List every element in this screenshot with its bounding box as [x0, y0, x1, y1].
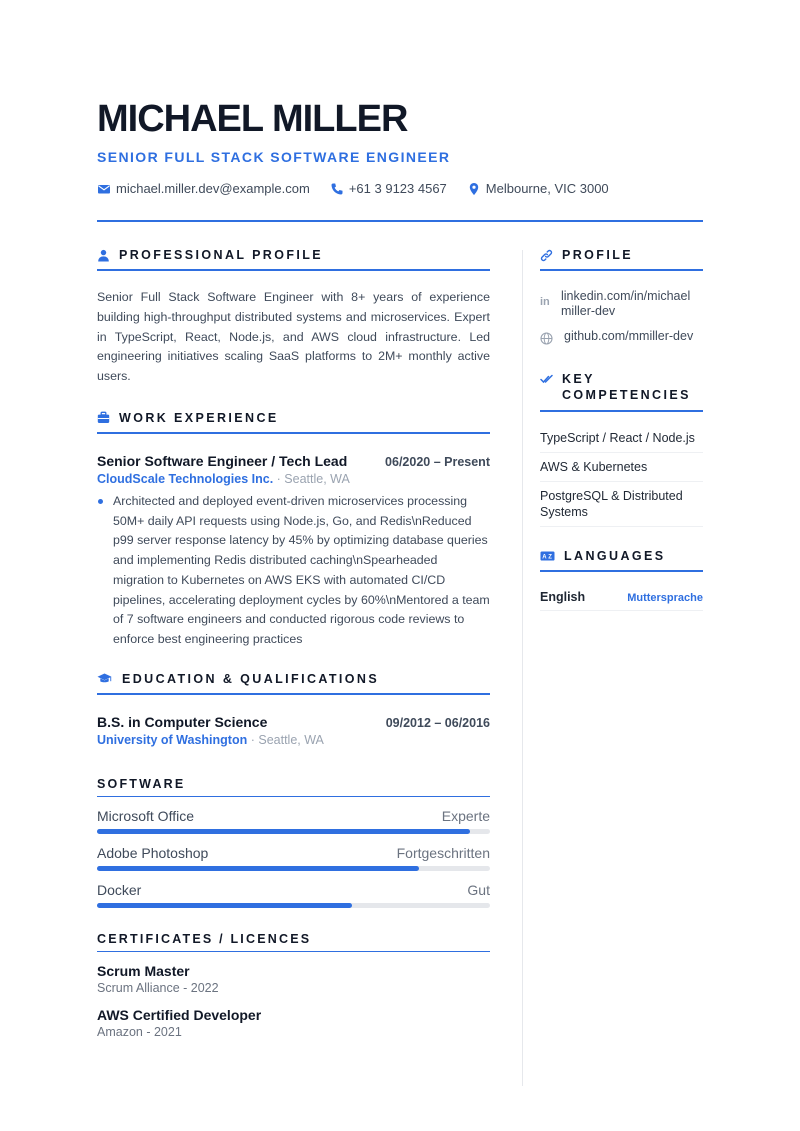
school-name: University of Washington: [97, 732, 248, 747]
contact-phone[interactable]: [330, 181, 447, 196]
language-icon: [540, 550, 555, 563]
degree-name: B.S. in Computer Science: [97, 713, 268, 730]
contact-email[interactable]: [97, 181, 310, 196]
svg-text:Z: Z: [548, 554, 555, 561]
section-title: EDUCATION & QUALIFICATIONS: [122, 671, 380, 686]
section-title: KEY COMPETENCIES: [562, 372, 691, 402]
sidebar-column: [540, 248, 703, 611]
software-item: [97, 844, 490, 871]
job-title: Senior Software Engineer / Tech Lead: [97, 452, 348, 469]
certificate-name: AWS Certified Developer: [97, 1006, 262, 1023]
certificate-item: [97, 962, 490, 996]
job-description: [97, 492, 490, 650]
section-title: PROFILE: [562, 248, 633, 262]
skill-bar-fill: [97, 829, 470, 834]
bullet-dot: [98, 499, 103, 504]
job-headline: SENIOR FULL STACK SOFTWARE ENGINEER: [97, 149, 451, 165]
skill-bar-fill: [97, 903, 352, 908]
section-header-certificates: [97, 932, 490, 952]
column-divider: [522, 250, 523, 1086]
job-title-row: [97, 453, 490, 469]
location-pin-icon: [467, 182, 481, 196]
linkedin-link[interactable]: [540, 289, 703, 319]
software-level: Fortgeschritten: [396, 844, 490, 861]
section-title: PROFESSIONAL PROFILE: [119, 248, 324, 262]
certificate-list: [97, 962, 490, 1040]
competency-item: PostgreSQL & Distributed Systems: [540, 482, 703, 527]
language-level: Muttersprache: [627, 592, 703, 604]
skill-bar: [97, 903, 490, 908]
education-entry: [97, 714, 490, 747]
education-date: 09/2012 – 06/2016: [385, 715, 490, 730]
job-company: CloudScale Technologies Inc.: [97, 471, 274, 486]
software-item: [97, 807, 490, 834]
section-header-professional-profile: [97, 248, 490, 271]
main-column: [97, 248, 490, 1040]
job-description-text: Architected and deployed event-driven microservices processing 50M+ daily API requests using Node.js, Go, and Redis\nReduced p99 server response latency by 45% by optimizing database queries and implementing Redis distributed caching\nSpearheaded migration to Kubernetes on AWS EKS with automated CI/CD pipelines, accelerating deployment cycles by 60%\nMentored a team of 7 software engineers and conducted rigorous code reviews to enforce best engineering practices: [113, 493, 490, 646]
job-date: 06/2020 – Present: [385, 454, 490, 469]
skill-bar: [97, 829, 490, 834]
certificate-meta: Amazon - 2021: [97, 1024, 182, 1039]
svg-text:in: in: [540, 296, 550, 306]
section-header-competencies: [540, 371, 703, 412]
software-name: Microsoft Office: [97, 807, 194, 824]
double-check-icon: [540, 373, 553, 386]
svg-text:A: A: [542, 554, 550, 561]
user-icon: [97, 249, 110, 262]
section-header-software: [97, 777, 490, 797]
mail-icon: [97, 182, 111, 196]
link-icon: [540, 249, 553, 262]
competency-list: [540, 424, 703, 527]
header-divider: [97, 220, 703, 222]
github-text: github.com/mmiller-dev: [564, 329, 694, 343]
software-item: [97, 881, 490, 908]
section-title: SOFTWARE: [97, 776, 186, 791]
contact-bar: [97, 181, 629, 196]
school-line: [97, 733, 490, 747]
language-name: English: [540, 590, 586, 604]
phone-text: +61 3 9123 4567: [348, 181, 447, 196]
profile-summary: Senior Full Stack Software Engineer with 8+ years of experience building high-throughput distributed systems and microservices. Expert in TypeScript, React, Node.js, and AWS cloud infrastructure. Led engineering initiatives scaling SaaS platforms to 2M+ monthly active users.: [97, 290, 490, 384]
section-header-education: [97, 672, 490, 695]
linkedin-icon: [540, 295, 553, 308]
job-location: · Seattle, WA: [273, 471, 350, 486]
competency-item: AWS & Kubernetes: [540, 453, 703, 482]
phone-icon: [330, 182, 344, 196]
section-header-languages: [540, 549, 703, 572]
job-entry: [97, 453, 490, 650]
location-text: Melbourne, VIC 3000: [485, 181, 609, 196]
section-title: WORK EXPERIENCE: [119, 410, 279, 425]
section-title: LANGUAGES: [564, 549, 666, 563]
skill-bar: [97, 866, 490, 871]
email-text: michael.miller.dev@example.com: [116, 181, 310, 196]
candidate-name: MICHAEL MILLER: [97, 98, 408, 140]
skill-bar-fill: [97, 866, 419, 871]
software-list: [97, 807, 490, 908]
briefcase-icon: [97, 411, 110, 424]
software-level: Gut: [467, 881, 490, 898]
language-list: [540, 582, 703, 611]
software-name: Adobe Photoshop: [97, 844, 209, 861]
certificate-meta: Scrum Alliance - 2022: [97, 980, 219, 995]
linkedin-text: linkedin.com/in/michael miller-dev: [561, 289, 691, 318]
section-title: CERTIFICATES / LICENCES: [97, 931, 312, 946]
section-header-work-experience: [97, 411, 490, 434]
contact-location: [467, 181, 609, 196]
job-company-line: [97, 472, 490, 486]
software-name: Docker: [97, 881, 142, 898]
github-link[interactable]: [540, 329, 703, 345]
certificate-name: Scrum Master: [97, 962, 190, 979]
globe-icon: [540, 332, 553, 345]
graduation-cap-icon: [97, 672, 112, 685]
school-location: · Seattle, WA: [247, 732, 324, 747]
education-title-row: [97, 714, 490, 730]
language-item: [540, 582, 703, 611]
resume-page: [97, 0, 703, 1131]
section-header-links: [540, 248, 703, 271]
competency-item: TypeScript / React / Node.js: [540, 424, 703, 453]
software-level: Experte: [441, 807, 490, 824]
certificate-item: [97, 1006, 490, 1040]
